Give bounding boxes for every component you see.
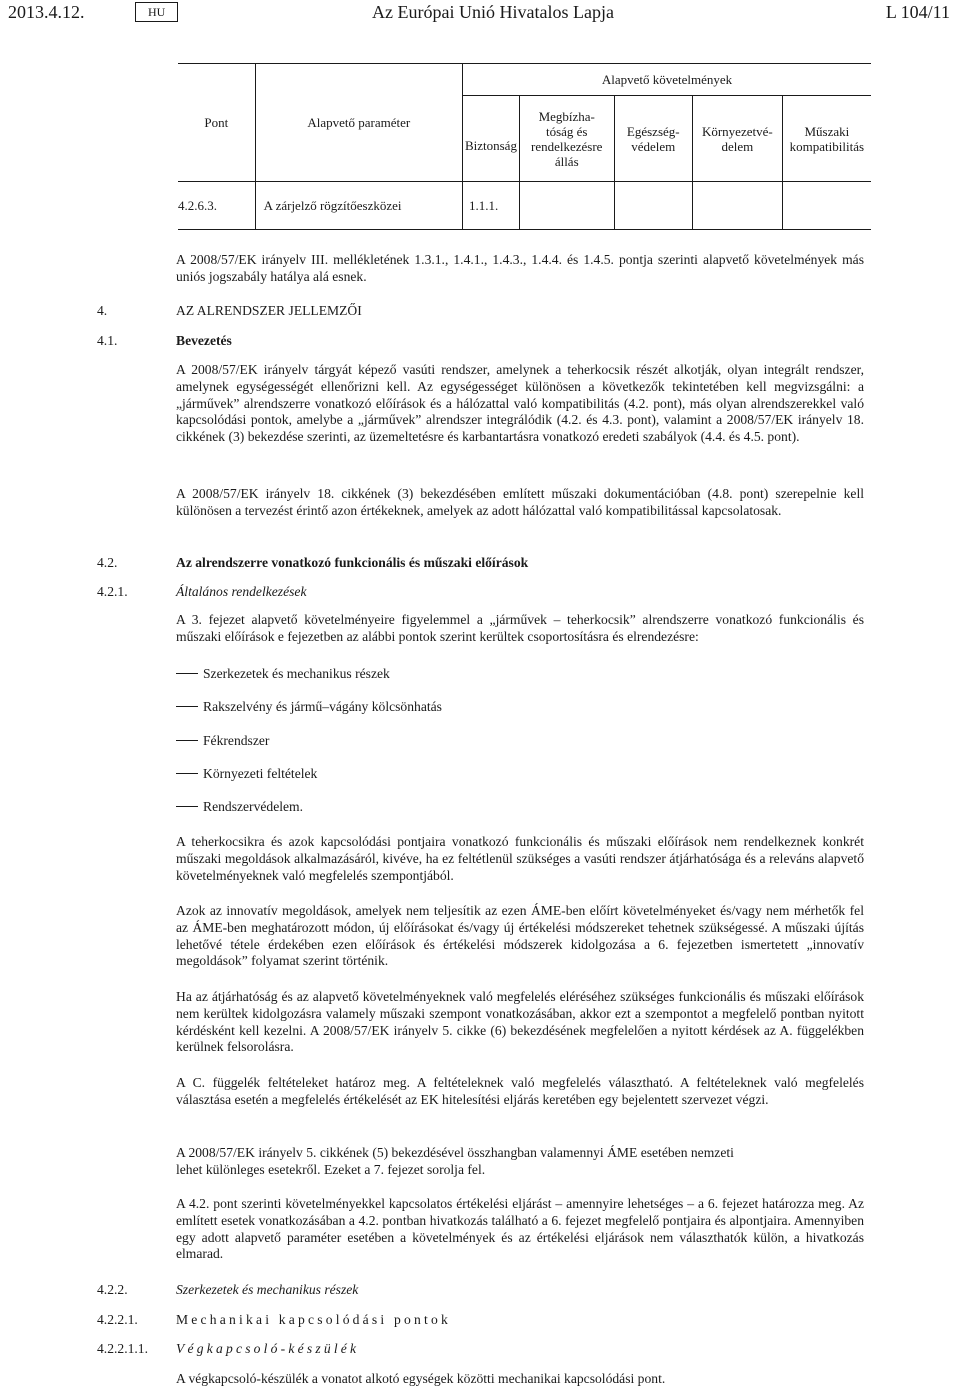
paragraph-4: A teherkocsikra és azok kapcsolódási pontjaira vonatkozó funkcionális és műszaki előírások nem rendelkeznek konkrét műszaki megoldások alkalmazásáról, kivéve, ha ez feltétlenül szükséges a vasúti rendszer átjárhatósága és a releváns alapvető követelményeknek való megfelelés szempontjából. <box>176 834 864 883</box>
section-4-2-1-number: 4.2.1. <box>97 584 128 599</box>
row-biztonsag: 1.1.1. <box>462 182 519 230</box>
paragraph-8 <box>176 1145 864 1179</box>
row-kornyezet <box>693 182 783 230</box>
col-header-kornyezet-label: Környezetvé- delem <box>701 123 773 154</box>
dash-icon <box>176 773 198 774</box>
col-header-param: Alapvető paraméter <box>255 64 462 182</box>
col-header-megbizhatosag-label: Megbízha- tóság és rendelkezésre állás <box>531 108 603 169</box>
paragraph-6: Ha az átjárhatóság és az alapvető követelményeknek való megfelelés eléréséhez szükséges funkcionális és műszaki előírások nem kerültek kidolgozásra valamely műszaki szempont vonatkozásában, akkor ezt a szempontot a megfelelő pontban nyitott kérdésként kell kezelni. A 2008/57/EK irányelv 5. cikke (6) bekezdésének megfelelően a nyitott kérdések az A. függelékben kerülnek felsorolásra. <box>176 989 864 1055</box>
section-4-2-2-1-title: Mechanikai kapcsolódási pontok <box>176 1312 451 1327</box>
dash-icon <box>176 806 198 807</box>
list-item <box>176 799 303 816</box>
col-header-pont: Pont <box>178 64 255 182</box>
paragraph-10: A végkapcsoló-készülék a vonatot alkotó egységek közötti mechanikai kapcsolódási pont. <box>176 1371 666 1386</box>
list-item-label: Környezeti feltételek <box>203 766 318 781</box>
dash-icon <box>176 740 198 741</box>
col-group-header: Alapvető követelmények <box>462 64 871 96</box>
list-item <box>176 699 442 716</box>
row-muszaki <box>782 182 871 230</box>
publication-date: 2013.4.12. <box>8 2 85 22</box>
page-number: L 104/11 <box>885 2 950 22</box>
section-4-2-1-title: Általános rendelkezések <box>176 584 307 599</box>
paragraph-9: A 4.2. pont szerinti követelményekkel kapcsolatos értékelési eljárást – amennyire lehetséges – a 6. fejezet határozza meg. Az említett esetek vonatkozásában a 4.2. pontban hivatkozás található a 6. fejezet megfelelő pontjaira és alpontjaira. Amennyiben egy adott alapvető paraméter esetében a követelmények és az értékelési eljárások nem választhatók külön, a hivatkozás elmarad. <box>176 1196 864 1262</box>
paragraph-1: A 2008/57/EK irányelv tárgyát képező vasúti rendszer, amelynek a teherkocsik részét alkotják, olyan integrált rendszer, amelynek egységességét ellenőrizni kell. Az egységességet különösen a következők tekintetében kell megvizsgálni: a „járművek” alrendszerre vonatkozó előírások és a hálózattal való kompatibilitás (4.2. pont), más olyan alrendszerekkel való kapcsolódási pontok, amelybe a „járművek” alrendszer integrálódik (4.2. és 4.3. pont), valamint a 2008/57/EK irányelv 18. cikkének (3) bekezdése szerinti, az üzemeltetésre és karbantartásra vonatkozó eredeti szabályok (4.4. és 4.5. pont). <box>176 362 864 445</box>
section-4-1-title: Bevezetés <box>176 333 232 348</box>
row-egeszseg <box>614 182 693 230</box>
list-item-label: Fékrendszer <box>203 733 270 748</box>
col-header-muszaki-label: Műszaki kompatibilitás <box>789 123 865 154</box>
list-item-label: Szerkezetek és mechanikus részek <box>203 666 390 681</box>
table-row <box>178 182 871 230</box>
list-item-label: Rakszelvény és jármű–vágány kölcsönhatás <box>203 699 442 714</box>
section-4-2-title: Az alrendszerre vonatkozó funkcionális és műszaki előírások <box>176 555 529 570</box>
section-4-number: 4. <box>97 303 108 318</box>
section-4-2-2-title: Szerkezetek és mechanikus részek <box>176 1282 359 1297</box>
col-header-biztonsag-label: Biztonság <box>464 138 517 153</box>
section-4-2-2-number: 4.2.2. <box>97 1282 128 1297</box>
section-4-2-number: 4.2. <box>97 555 118 570</box>
paragraph-8-line-2: lehet különleges esetekről. Ezeket a 7. fejezet sorolja fel. <box>176 1161 486 1177</box>
intro-paragraph: A 2008/57/EK irányelv III. mellékletének 1.3.1., 1.4.1., 1.4.3., 1.4.4. és 1.4.5. pontja szerinti alapvető követelmények más uniós jogszabály hatálya alá esnek. <box>176 252 864 284</box>
dash-icon <box>176 673 198 674</box>
row-megbizhatosag <box>519 182 614 230</box>
list-item <box>176 666 390 683</box>
section-4-1-number: 4.1. <box>97 333 118 348</box>
dash-icon <box>176 706 198 707</box>
col-header-egeszseg <box>614 96 693 182</box>
requirements-table <box>178 63 871 230</box>
section-4-title: AZ ALRENDSZER JELLEMZŐI <box>176 303 362 318</box>
col-header-muszaki <box>782 96 871 182</box>
col-header-kornyezet <box>693 96 783 182</box>
list-item-label: Rendszervédelem. <box>203 799 304 814</box>
row-pont: 4.2.6.3. <box>178 182 255 230</box>
list-item <box>176 766 317 783</box>
col-header-egeszseg-label: Egészség- védelem <box>626 123 680 154</box>
paragraph-7: A C. függelék feltételeket határoz meg. A feltételeknek való megfelelés választható. A feltételeknek való megfelelés választása esetén a megfelelés értékelését az EK hitelesítési eljárás keretében egy bejelentett szervezet végzi. <box>176 1075 864 1107</box>
list-item <box>176 733 269 750</box>
paragraph-5: Azok az innovatív megoldások, amelyek nem teljesítik az ezen ÁME-ben előírt követelményeket és/vagy nem mérhetők fel az ÁME-ben meghatározott módon, új előírásokat és/vagy új értékelési módszereket tehetnek szükségessé. A műszaki újítás lehetővé tétele érdekében ezen előírások és értékelési módszerek kidolgozása a 6. fejezetben ismertetett „innovatív megoldások” folyamat szerint történik. <box>176 903 864 969</box>
journal-title: Az Európai Unió Hivatalos Lapja <box>372 2 614 22</box>
section-4-2-2-1-number: 4.2.2.1. <box>97 1312 138 1327</box>
paragraph-3: A 3. fejezet alapvető követelményeire figyelemmel a „járművek – teherkocsik” alrendszerre vonatkozó funkcionális és műszaki előírások e fejezetben az alábbi pontok szerint kerültek csoportosításra és elrendezésre: <box>176 612 864 644</box>
paragraph-2: A 2008/57/EK irányelv 18. cikkének (3) bekezdésében említett műszaki dokumentációban (4.8. pont) szerepelnie kell különösen a tervezést érintő azon értékeknek, amelyek az adott hálózattal való kompatibilitással kapcsolatosak. <box>176 486 864 518</box>
section-4-2-2-1-1-number: 4.2.2.1.1. <box>97 1341 148 1356</box>
col-header-biztonsag <box>462 96 519 182</box>
paragraph-8-line-1: A 2008/57/EK irányelv 5. cikkének (5) bekezdésével összhangban valamennyi ÁME esetében nemzeti <box>176 1145 734 1160</box>
row-param: A zárjelző rögzítőeszközei <box>255 182 462 230</box>
language-badge: HU <box>135 2 178 22</box>
col-header-megbizhatosag <box>519 96 614 182</box>
section-4-2-2-1-1-title: Végkapcsoló-készülék <box>176 1341 360 1356</box>
